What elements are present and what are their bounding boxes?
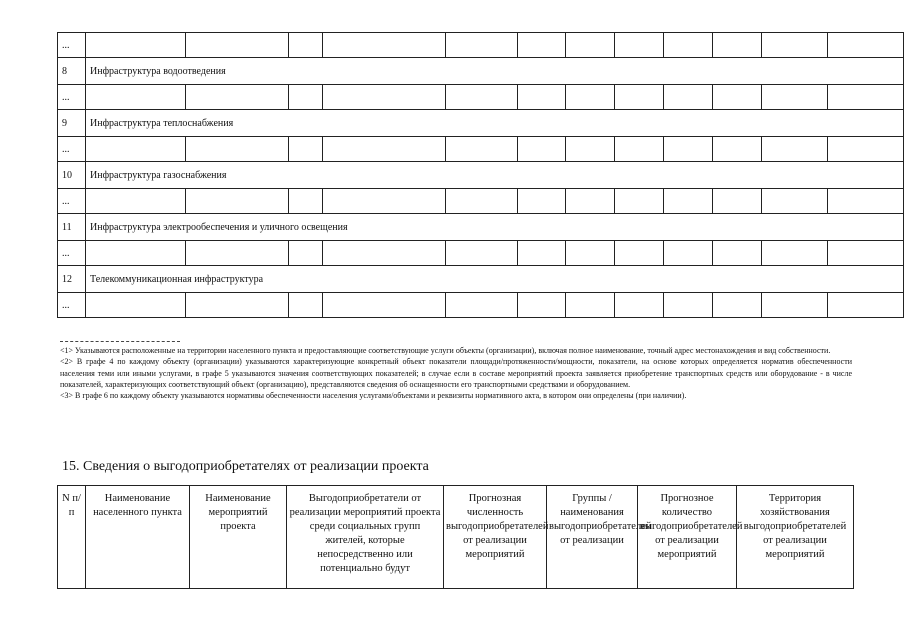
- empty-cell: [289, 33, 323, 58]
- empty-cell: [323, 137, 446, 162]
- section-heading: 15. Сведения о выгодоприобретателях от реализации проекта: [62, 459, 429, 474]
- infrastructure-table-body: [58, 33, 904, 318]
- empty-cell: [186, 189, 289, 214]
- empty-cell: [446, 293, 518, 318]
- empty-cell: [713, 137, 762, 162]
- footnote-2: <2> В графе 4 по каждому объекту (организации) указываются характеризующие конкретный объект показатели площади/протяженности/мощности, показатели, на основе которых определяется норматив обеспеченности населения теми или иными услугами, в графе 5 указываются значения соответствующих показателей; в случае если в составе мероприятий проекта заявляется приобретение транспортных средств или оборудование - в числе показателей, характеризующих соответствующий объект (организацию), представляются сведения об оснащенности его транспортными средствами и оборудованием.: [60, 357, 852, 389]
- row-number: 12: [58, 266, 86, 293]
- section-row: [58, 110, 904, 137]
- header-cell: Наименование мероприятий проекта: [190, 486, 287, 589]
- empty-cell: [762, 293, 828, 318]
- section-label: Инфраструктура электрообеспечения и уличного освещения: [86, 214, 904, 241]
- section-row: [58, 58, 904, 85]
- empty-cell: [713, 293, 762, 318]
- empty-cell: [186, 33, 289, 58]
- empty-cell: [664, 189, 713, 214]
- empty-cell: [713, 33, 762, 58]
- row-number: ...: [58, 85, 86, 110]
- footnote-3: <3> В графе 6 по каждому объекту указываются нормативы обеспеченности населения услугами/объектами и реквизиты нормативного акта, в котором они определены (при наличии).: [60, 391, 687, 401]
- row-number: ...: [58, 137, 86, 162]
- empty-cell: [615, 85, 664, 110]
- empty-cell: [615, 293, 664, 318]
- empty-cell: [664, 33, 713, 58]
- empty-cell: [289, 137, 323, 162]
- section-label: Телекоммуникационная инфраструктура: [86, 266, 904, 293]
- empty-cell: [289, 189, 323, 214]
- empty-cell: [186, 293, 289, 318]
- empty-cell: [664, 85, 713, 110]
- header-cell: N п/п: [58, 486, 86, 589]
- empty-cell: [446, 33, 518, 58]
- row-number: 10: [58, 162, 86, 189]
- header-cell: Прогнозная численность выгодоприобретателей от реализации мероприятий: [444, 486, 547, 589]
- empty-cell: [828, 85, 904, 110]
- empty-cell: [664, 293, 713, 318]
- empty-cell: [446, 189, 518, 214]
- empty-cell: [289, 241, 323, 266]
- empty-cell: [518, 241, 566, 266]
- infrastructure-table: [57, 32, 904, 318]
- empty-cell: [518, 137, 566, 162]
- empty-cell: [323, 241, 446, 266]
- empty-cell: [762, 189, 828, 214]
- header-cell: Территория хозяйствования выгодоприобретателей от реализации мероприятий: [737, 486, 854, 589]
- empty-cell: [713, 85, 762, 110]
- empty-cell: [664, 137, 713, 162]
- continuation-row: [58, 33, 904, 58]
- empty-cell: [762, 137, 828, 162]
- empty-cell: [446, 85, 518, 110]
- footnote-separator: [60, 341, 180, 342]
- empty-cell: [518, 33, 566, 58]
- empty-cell: [615, 137, 664, 162]
- continuation-row: [58, 241, 904, 266]
- empty-cell: [762, 33, 828, 58]
- empty-cell: [615, 241, 664, 266]
- empty-cell: [664, 241, 713, 266]
- empty-cell: [86, 33, 186, 58]
- empty-cell: [566, 137, 615, 162]
- empty-cell: [86, 241, 186, 266]
- empty-cell: [446, 241, 518, 266]
- empty-cell: [446, 137, 518, 162]
- row-number: 8: [58, 58, 86, 85]
- continuation-row: [58, 189, 904, 214]
- row-number: 11: [58, 214, 86, 241]
- empty-cell: [518, 293, 566, 318]
- section-label: Инфраструктура теплоснабжения: [86, 110, 904, 137]
- empty-cell: [518, 189, 566, 214]
- footnotes: [60, 345, 852, 401]
- empty-cell: [566, 33, 615, 58]
- empty-cell: [186, 85, 289, 110]
- beneficiary-header-row: [58, 486, 854, 589]
- empty-cell: [828, 189, 904, 214]
- empty-cell: [566, 189, 615, 214]
- row-number: ...: [58, 33, 86, 58]
- section-row: [58, 266, 904, 293]
- beneficiary-table: [57, 485, 854, 589]
- header-cell: Прогнозное количество выгодоприобретателей от реализации мероприятий: [638, 486, 737, 589]
- header-cell: Группы / наименования выгодоприобретателей от реализации: [547, 486, 638, 589]
- row-number: ...: [58, 293, 86, 318]
- empty-cell: [323, 33, 446, 58]
- continuation-row: [58, 85, 904, 110]
- empty-cell: [762, 241, 828, 266]
- empty-cell: [828, 33, 904, 58]
- empty-cell: [762, 85, 828, 110]
- row-number: ...: [58, 189, 86, 214]
- continuation-row: [58, 137, 904, 162]
- continuation-row: [58, 293, 904, 318]
- header-cell: Выгодоприобретатели от реализации мероприятий проекта среди социальных групп жителей, которые непосредственно или потенциально будут: [287, 486, 444, 589]
- empty-cell: [323, 293, 446, 318]
- empty-cell: [566, 85, 615, 110]
- section-row: [58, 214, 904, 241]
- empty-cell: [289, 293, 323, 318]
- section-row: [58, 162, 904, 189]
- empty-cell: [713, 241, 762, 266]
- empty-cell: [86, 137, 186, 162]
- row-number: ...: [58, 241, 86, 266]
- empty-cell: [566, 241, 615, 266]
- empty-cell: [323, 189, 446, 214]
- empty-cell: [186, 241, 289, 266]
- row-number: 9: [58, 110, 86, 137]
- empty-cell: [323, 85, 446, 110]
- empty-cell: [615, 189, 664, 214]
- header-cell: Наименование населенного пункта: [86, 486, 190, 589]
- section-label: Инфраструктура газоснабжения: [86, 162, 904, 189]
- empty-cell: [566, 293, 615, 318]
- empty-cell: [615, 33, 664, 58]
- empty-cell: [86, 189, 186, 214]
- empty-cell: [828, 137, 904, 162]
- empty-cell: [828, 241, 904, 266]
- footnote-1: <1> Указываются расположенные на территории населенного пункта и предоставляющие соответствующие услуги объекты (организации), включая полное наименование, точный адрес местонахождения и вид собственности.: [60, 346, 831, 355]
- empty-cell: [518, 85, 566, 110]
- empty-cell: [186, 137, 289, 162]
- empty-cell: [86, 293, 186, 318]
- empty-cell: [713, 189, 762, 214]
- empty-cell: [86, 85, 186, 110]
- empty-cell: [828, 293, 904, 318]
- empty-cell: [289, 85, 323, 110]
- section-label: Инфраструктура водоотведения: [86, 58, 904, 85]
